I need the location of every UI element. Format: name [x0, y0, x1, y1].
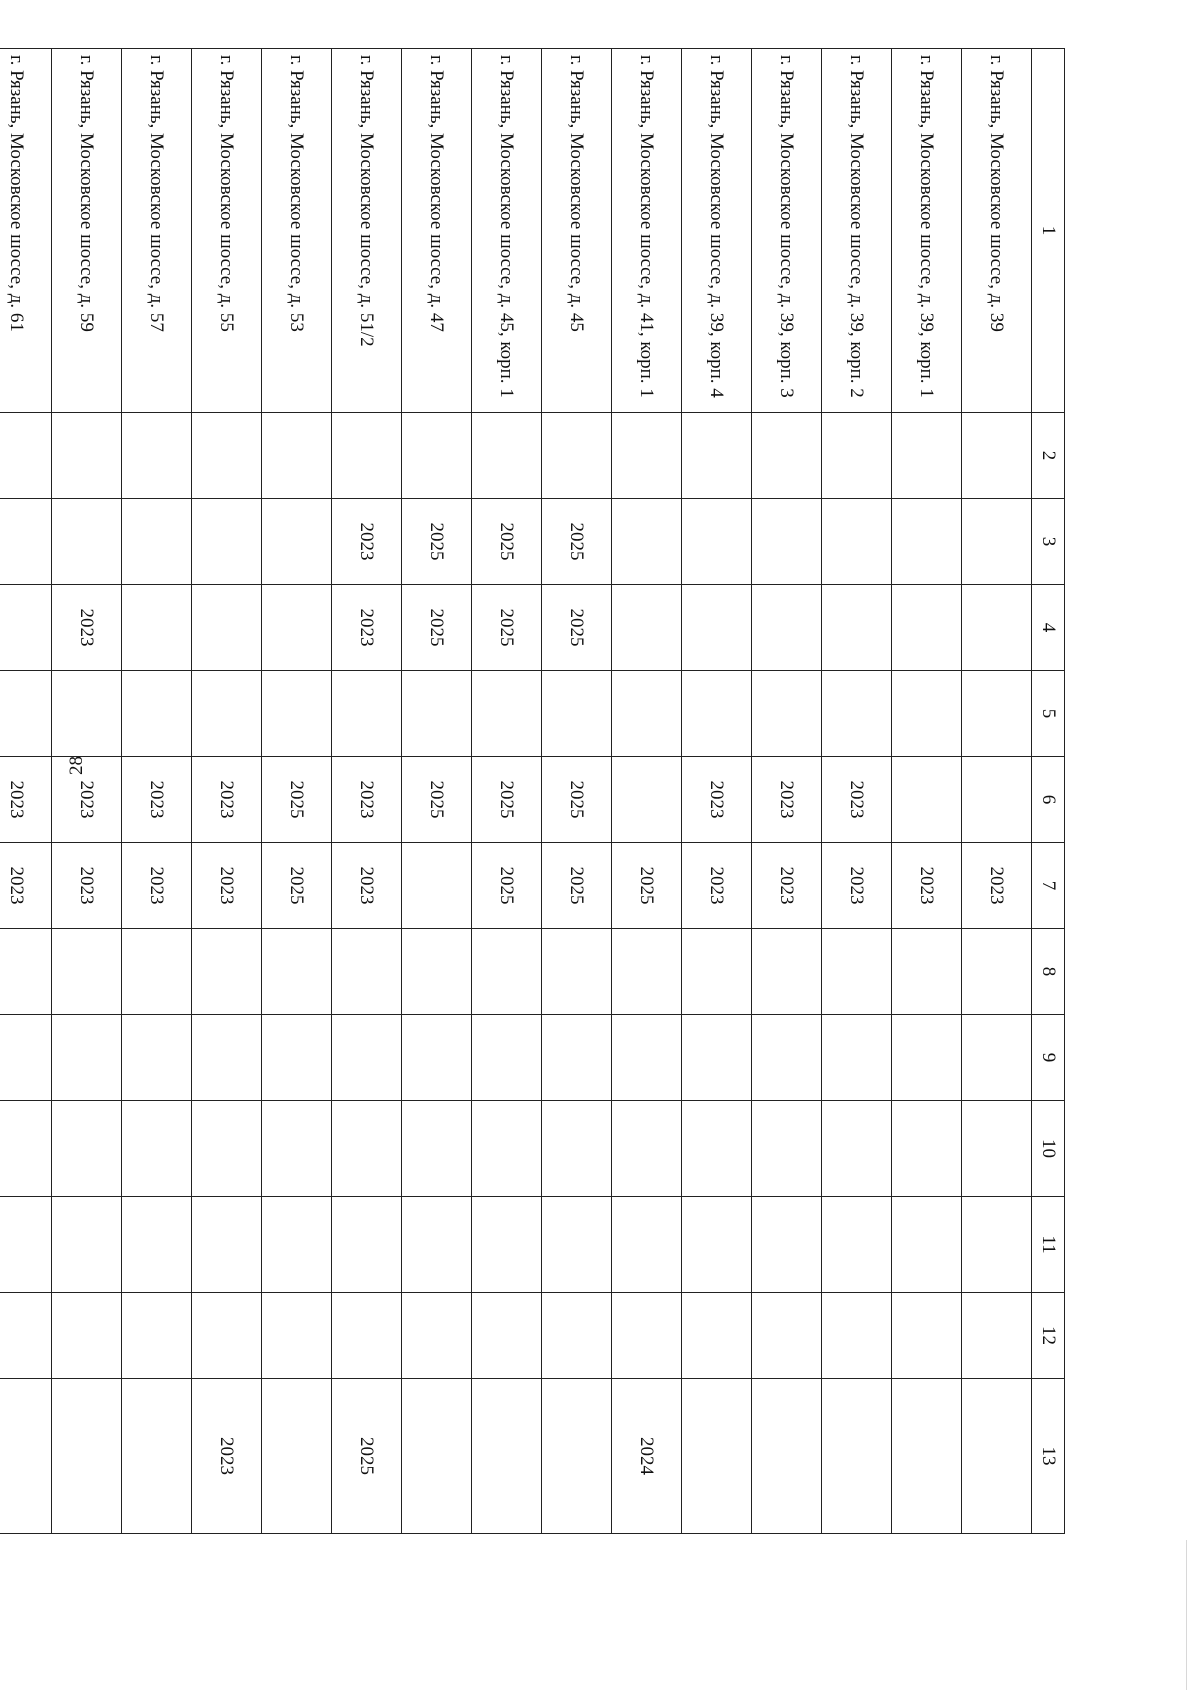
column-header: 1 [1032, 49, 1065, 413]
year-cell [402, 1379, 472, 1534]
year-cell: 2023 [332, 499, 402, 585]
year-cell: 2023 [332, 585, 402, 671]
schedule-table [0, 48, 1065, 1534]
year-cell [52, 929, 122, 1015]
year-cell [682, 413, 752, 499]
address-cell: г. Рязань, Московское шоссе, д. 39 [962, 49, 1032, 413]
year-cell [402, 1101, 472, 1197]
year-cell [542, 413, 612, 499]
year-cell: 2023 [962, 843, 1032, 929]
address-cell: г. Рязань, Московское шоссе, д. 41, корп. 1 [612, 49, 682, 413]
year-cell [262, 1101, 332, 1197]
year-cell [822, 1015, 892, 1101]
year-cell [752, 1197, 822, 1293]
address-cell: г. Рязань, Московское шоссе, д. 39, корп. 1 [892, 49, 962, 413]
year-cell [402, 413, 472, 499]
year-cell [822, 1197, 892, 1293]
year-cell [262, 585, 332, 671]
year-cell [0, 1197, 52, 1293]
year-cell [122, 1293, 192, 1379]
year-cell [612, 585, 682, 671]
year-cell [0, 1293, 52, 1379]
year-cell: 2025 [542, 499, 612, 585]
year-cell: 2025 [472, 843, 542, 929]
year-cell [122, 585, 192, 671]
column-header: 12 [1032, 1293, 1065, 1379]
year-cell: 2023 [192, 757, 262, 843]
year-cell: 2025 [472, 585, 542, 671]
year-cell [472, 671, 542, 757]
address-cell: г. Рязань, Московское шоссе, д. 59 [52, 49, 122, 413]
column-header: 10 [1032, 1101, 1065, 1197]
year-cell [192, 929, 262, 1015]
year-cell: 2023 [52, 757, 122, 843]
year-cell [122, 929, 192, 1015]
year-cell [612, 499, 682, 585]
table-row [402, 49, 472, 1534]
year-cell [402, 929, 472, 1015]
year-cell [0, 1379, 52, 1534]
column-header: 3 [1032, 499, 1065, 585]
year-cell: 2023 [122, 843, 192, 929]
year-cell [472, 1197, 542, 1293]
year-cell [962, 1101, 1032, 1197]
year-cell [0, 585, 52, 671]
year-cell [962, 499, 1032, 585]
year-cell [612, 1197, 682, 1293]
year-cell [332, 1015, 402, 1101]
year-cell [472, 1293, 542, 1379]
column-header: 11 [1032, 1197, 1065, 1293]
year-cell [542, 1293, 612, 1379]
year-cell: 2023 [52, 843, 122, 929]
table-row [472, 49, 542, 1534]
year-cell [962, 929, 1032, 1015]
year-cell [892, 1379, 962, 1534]
year-cell: 2025 [402, 757, 472, 843]
year-cell [192, 413, 262, 499]
year-cell [52, 499, 122, 585]
year-cell [122, 671, 192, 757]
year-cell [192, 1101, 262, 1197]
year-cell [122, 1101, 192, 1197]
year-cell [52, 1293, 122, 1379]
year-cell [822, 671, 892, 757]
year-cell [0, 671, 52, 757]
year-cell: 2023 [752, 843, 822, 929]
year-cell [822, 499, 892, 585]
year-cell [472, 413, 542, 499]
year-cell [0, 499, 52, 585]
column-header: 13 [1032, 1379, 1065, 1534]
year-cell [472, 1101, 542, 1197]
year-cell [122, 1015, 192, 1101]
year-cell [962, 413, 1032, 499]
year-cell [752, 1015, 822, 1101]
year-cell [332, 1197, 402, 1293]
table-row [822, 49, 892, 1534]
year-cell [962, 585, 1032, 671]
year-cell: 2023 [682, 843, 752, 929]
table-row [542, 49, 612, 1534]
year-cell [612, 671, 682, 757]
year-cell [682, 929, 752, 1015]
year-cell: 2025 [542, 585, 612, 671]
year-cell: 2023 [52, 585, 122, 671]
address-cell: г. Рязань, Московское шоссе, д. 47 [402, 49, 472, 413]
year-cell [542, 1015, 612, 1101]
year-cell [612, 1101, 682, 1197]
year-cell [612, 929, 682, 1015]
table-row [122, 49, 192, 1534]
year-cell [752, 929, 822, 1015]
year-cell [612, 1293, 682, 1379]
address-cell: г. Рязань, Московское шоссе, д. 53 [262, 49, 332, 413]
year-cell [962, 671, 1032, 757]
table-body [0, 49, 1032, 1534]
address-cell: г. Рязань, Московское шоссе, д. 45, корп. 1 [472, 49, 542, 413]
year-cell: 2025 [402, 499, 472, 585]
year-cell [752, 1101, 822, 1197]
year-cell [192, 671, 262, 757]
column-header: 4 [1032, 585, 1065, 671]
year-cell: 2025 [542, 757, 612, 843]
year-cell [0, 1015, 52, 1101]
year-cell [262, 929, 332, 1015]
year-cell [332, 671, 402, 757]
year-cell [822, 1101, 892, 1197]
address-cell: г. Рязань, Московское шоссе, д. 51/2 [332, 49, 402, 413]
year-cell [612, 1015, 682, 1101]
year-cell: 2023 [822, 757, 892, 843]
year-cell [192, 1293, 262, 1379]
year-cell [892, 757, 962, 843]
year-cell [892, 671, 962, 757]
year-cell [52, 1197, 122, 1293]
year-cell [682, 585, 752, 671]
year-cell [892, 1015, 962, 1101]
year-cell: 2025 [612, 843, 682, 929]
year-cell [682, 499, 752, 585]
year-cell [262, 1197, 332, 1293]
year-cell [752, 671, 822, 757]
year-cell [52, 1101, 122, 1197]
year-cell [892, 585, 962, 671]
year-cell [682, 671, 752, 757]
year-cell [682, 1379, 752, 1534]
year-cell [262, 671, 332, 757]
year-cell [822, 1379, 892, 1534]
year-cell [332, 1101, 402, 1197]
year-cell [892, 1197, 962, 1293]
address-cell: г. Рязань, Московское шоссе, д. 57 [122, 49, 192, 413]
table-row [52, 49, 122, 1534]
year-cell [122, 413, 192, 499]
year-cell [472, 929, 542, 1015]
year-cell [192, 499, 262, 585]
year-cell [612, 757, 682, 843]
year-cell: 2023 [892, 843, 962, 929]
year-cell [682, 1015, 752, 1101]
year-cell: 2023 [332, 843, 402, 929]
table-row [192, 49, 262, 1534]
year-cell [962, 1379, 1032, 1534]
year-cell: 2023 [122, 757, 192, 843]
year-cell [682, 1293, 752, 1379]
year-cell [962, 1197, 1032, 1293]
table-row [262, 49, 332, 1534]
year-cell [262, 1015, 332, 1101]
year-cell [52, 671, 122, 757]
year-cell [52, 413, 122, 499]
header-row [1032, 49, 1065, 1534]
year-cell [542, 1197, 612, 1293]
year-cell [542, 929, 612, 1015]
year-cell [472, 1015, 542, 1101]
year-cell [52, 1015, 122, 1101]
column-header: 5 [1032, 671, 1065, 757]
table-row [752, 49, 822, 1534]
table-row [612, 49, 682, 1534]
year-cell: 2023 [192, 1379, 262, 1534]
year-cell: 2023 [0, 757, 52, 843]
year-cell [192, 585, 262, 671]
year-cell [0, 1101, 52, 1197]
year-cell [962, 757, 1032, 843]
year-cell [822, 585, 892, 671]
year-cell [262, 1379, 332, 1534]
column-header: 6 [1032, 757, 1065, 843]
year-cell [682, 1101, 752, 1197]
year-cell [752, 585, 822, 671]
column-header: 9 [1032, 1015, 1065, 1101]
year-cell: 2025 [472, 757, 542, 843]
year-cell [542, 1379, 612, 1534]
year-cell: 2025 [402, 585, 472, 671]
address-cell: г. Рязань, Московское шоссе, д. 39, корп. 2 [822, 49, 892, 413]
table-row [0, 49, 52, 1534]
year-cell [752, 1379, 822, 1534]
year-cell [542, 671, 612, 757]
year-cell [402, 1015, 472, 1101]
year-cell [962, 1293, 1032, 1379]
table-row [962, 49, 1032, 1534]
table-row [332, 49, 402, 1534]
year-cell [192, 1015, 262, 1101]
year-cell [52, 1379, 122, 1534]
year-cell: 2023 [332, 757, 402, 843]
year-cell [472, 1379, 542, 1534]
year-cell [822, 1293, 892, 1379]
column-header: 8 [1032, 929, 1065, 1015]
year-cell [892, 1101, 962, 1197]
year-cell [332, 929, 402, 1015]
year-cell: 2025 [262, 757, 332, 843]
table-row [892, 49, 962, 1534]
year-cell: 2023 [192, 843, 262, 929]
year-cell [822, 929, 892, 1015]
year-cell [332, 1293, 402, 1379]
table-row [682, 49, 752, 1534]
year-cell: 2023 [0, 843, 52, 929]
column-header: 7 [1032, 843, 1065, 929]
year-cell: 2024 [612, 1379, 682, 1534]
year-cell [962, 1015, 1032, 1101]
address-cell: г. Рязань, Московское шоссе, д. 61 [0, 49, 52, 413]
address-cell: г. Рязань, Московское шоссе, д. 39, корп. 4 [682, 49, 752, 413]
address-cell: г. Рязань, Московское шоссе, д. 45 [542, 49, 612, 413]
year-cell: 2023 [752, 757, 822, 843]
year-cell: 2025 [472, 499, 542, 585]
year-cell [0, 929, 52, 1015]
page-number: 28 [66, 756, 87, 775]
year-cell: 2023 [682, 757, 752, 843]
address-cell: г. Рязань, Московское шоссе, д. 39, корп. 3 [752, 49, 822, 413]
column-header: 2 [1032, 413, 1065, 499]
year-cell: 2025 [332, 1379, 402, 1534]
scan-edge-mark [1186, 1540, 1187, 1690]
year-cell [402, 1197, 472, 1293]
year-cell [332, 413, 402, 499]
year-cell [892, 499, 962, 585]
year-cell [402, 671, 472, 757]
year-cell [612, 413, 682, 499]
year-cell [402, 1293, 472, 1379]
year-cell: 2025 [542, 843, 612, 929]
year-cell [262, 1293, 332, 1379]
year-cell [122, 1379, 192, 1534]
year-cell [752, 413, 822, 499]
address-cell: г. Рязань, Московское шоссе, д. 55 [192, 49, 262, 413]
year-cell [822, 413, 892, 499]
year-cell [752, 499, 822, 585]
year-cell [682, 1197, 752, 1293]
year-cell [122, 1197, 192, 1293]
year-cell [0, 413, 52, 499]
year-cell: 2023 [822, 843, 892, 929]
year-cell [122, 499, 192, 585]
year-cell [752, 1293, 822, 1379]
year-cell: 2025 [262, 843, 332, 929]
year-cell [262, 413, 332, 499]
year-cell [542, 1101, 612, 1197]
year-cell [892, 929, 962, 1015]
year-cell [262, 499, 332, 585]
year-cell [402, 843, 472, 929]
year-cell [192, 1197, 262, 1293]
year-cell [892, 413, 962, 499]
year-cell [892, 1293, 962, 1379]
